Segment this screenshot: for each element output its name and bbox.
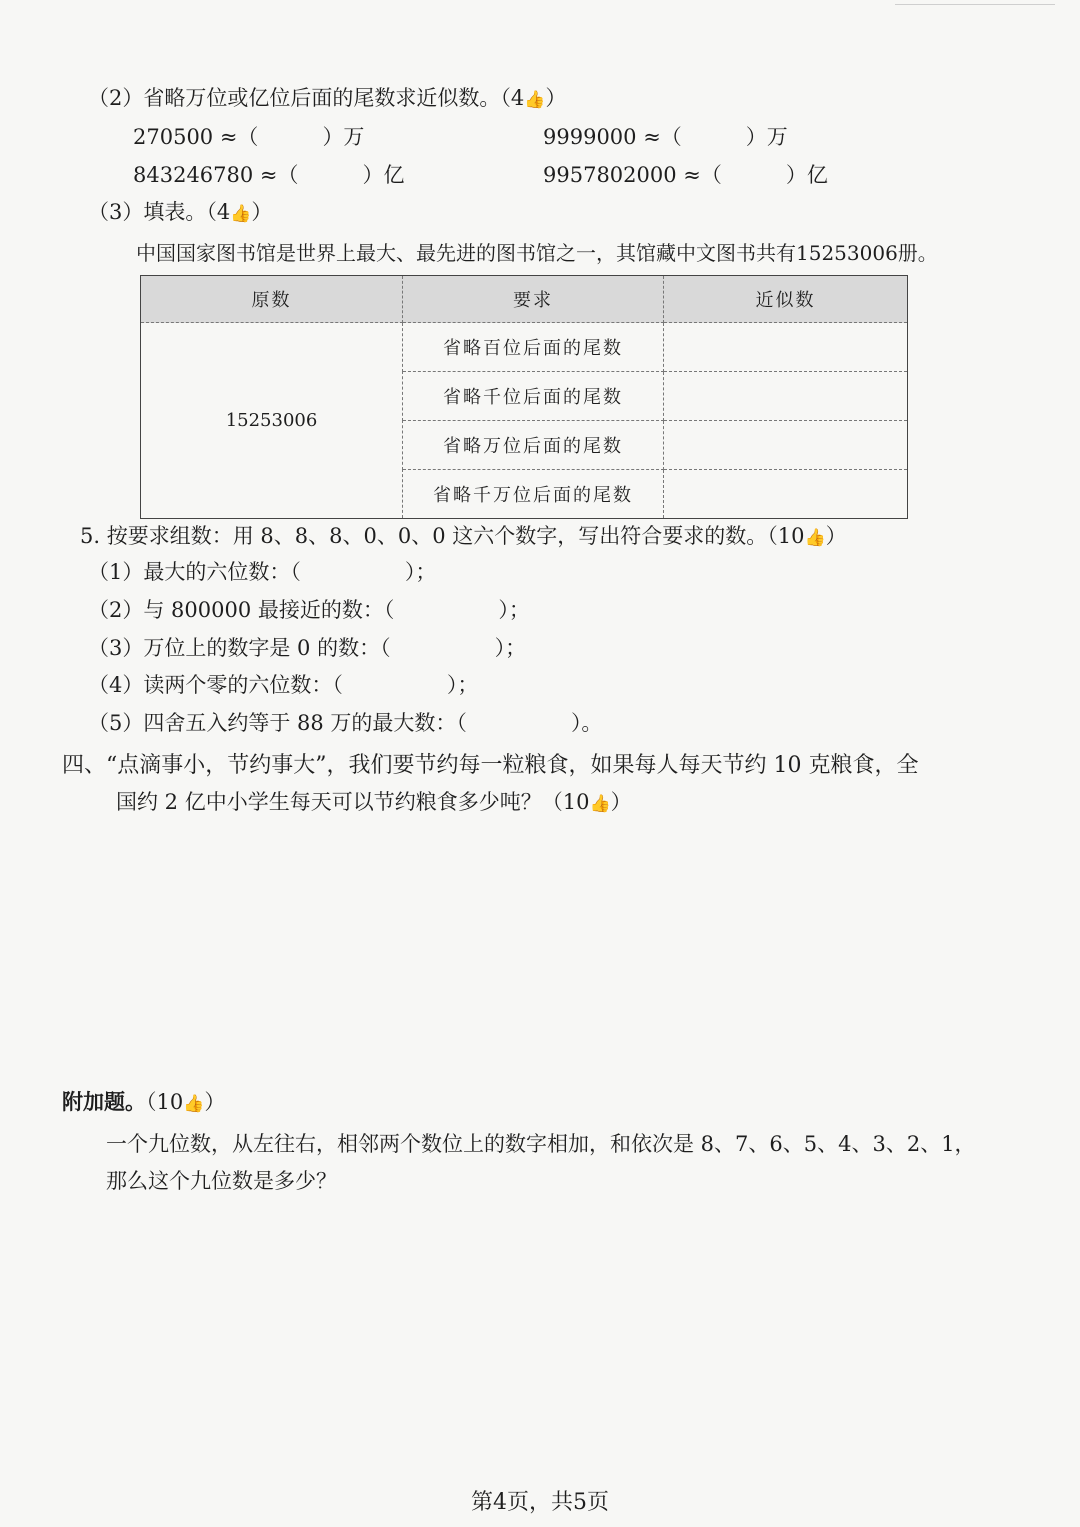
thumbs-up-icon: 👍 [183,1094,205,1114]
q2-item-1: 270500 ≈（ ）万 [133,125,365,149]
requirement-cell: 省略千万位后面的尾数 [403,470,664,519]
q2-item-3: 843246780 ≈（ ）亿 [133,163,405,187]
q2-item-2: 9999000 ≈（ ）万 [543,125,788,149]
table-row [141,323,908,372]
answer-cell[interactable] [664,421,908,470]
thumbs-up-icon: 👍 [804,528,826,548]
table-header-row [141,276,908,323]
q3-intro: 中国国家图书馆是世界上最大、最先进的图书馆之一，其馆藏中文图书共有15253006册。 [136,241,938,265]
q5-item-4: （4）读两个零的六位数：（ ）； [88,673,479,697]
answer-cell[interactable] [664,323,908,372]
requirement-cell: 省略万位后面的尾数 [403,421,664,470]
section4-line2: 国约 2 亿中小学生每天可以节约粮食多少吨？（10👍） [116,790,632,814]
original-number: 15253006 [141,323,403,519]
thumbs-up-icon: 👍 [230,204,252,224]
q5-item-3: （3）万位上的数字是 0 的数：（ ）； [88,636,527,660]
q2-heading: （2）省略万位或亿位后面的尾数求近似数。（4👍） [88,86,567,110]
thumbs-up-icon: 👍 [524,90,546,110]
section4-line1: 四、“点滴事小，节约事大”，我们要节约每一粒粮食，如果每人每天节约 10 克粮食，全 [62,753,919,778]
q2-item-4: 9957802000 ≈（ ）亿 [543,163,828,187]
q5-item-1: （1）最大的六位数：（ ）； [88,560,437,584]
bonus-heading: 附加题。（10👍） [62,1090,226,1114]
bonus-title: 附加题。 [62,1090,146,1114]
requirement-cell: 省略百位后面的尾数 [403,323,664,372]
top-edge-line [895,4,1055,5]
q3-heading: （3）填表。（4👍） [88,200,273,224]
thumbs-up-icon: 👍 [589,794,611,814]
requirement-cell: 省略千位后面的尾数 [403,372,664,421]
q5-item-5: （5）四舍五入约等于 88 万的最大数：（ ）。 [88,711,603,735]
answer-cell[interactable] [664,470,908,519]
bonus-line2: 那么这个九位数是多少？ [106,1169,337,1193]
approximation-table [140,275,908,519]
q5-heading: 5. 按要求组数：用 8、8、8、0、0、0 这六个数字，写出符合要求的数。（10👍） [80,524,847,548]
page-footer: 第4页，共5页 [471,1490,609,1515]
bonus-line1: 一个九位数，从左往右，相邻两个数位上的数字相加，和依次是 8、7、6、5、4、3、2、1， [106,1132,976,1156]
answer-cell[interactable] [664,372,908,421]
header-original: 原数 [141,276,403,323]
q5-item-2: （2）与 800000 最接近的数：（ ）； [88,598,530,622]
header-requirement: 要求 [403,276,664,323]
header-approximation: 近似数 [664,276,908,323]
